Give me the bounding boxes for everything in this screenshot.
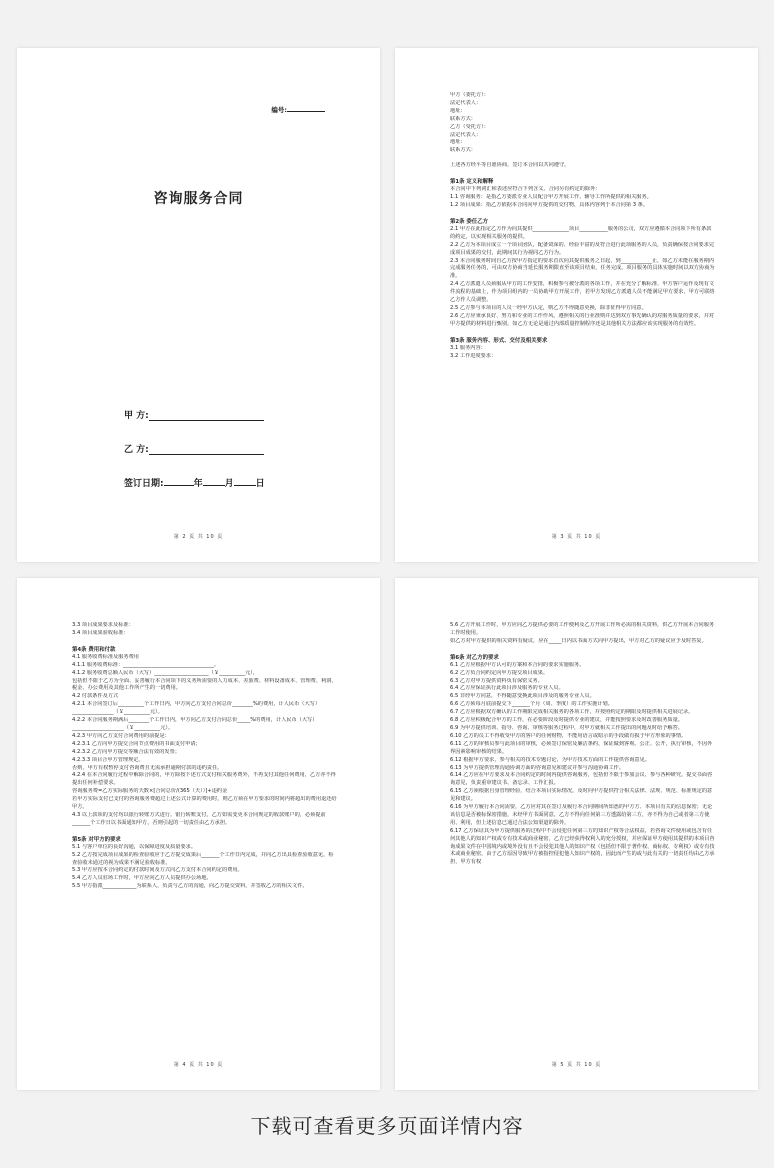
section-heading: 第1条 定义和解释 (450, 179, 494, 186)
contract-page-3 (17, 578, 380, 1090)
clause-line: 6.5 非经甲方同意，不得随意变换此项目涉及的服务专业人员。 (450, 693, 595, 700)
clause-line: 法定代表人： (450, 131, 482, 138)
clause-line: 2.5 乙方参与本项目的人员一经甲方认定，则乙方不得随意更换，除非征得甲方同意。 (450, 304, 647, 311)
clause-line: 5.4 乙方人员驻场工作时，甲方应向乙方人员提供办公场地。 (72, 875, 212, 882)
clause-line: 3.1 服务内容： (450, 344, 486, 351)
clause-line: 咨询服务费=乙方实际服务的天数×[合同总价/(365（天））]+违约金 (72, 788, 228, 795)
clause-paragraph: 2.1 甲方在此指定乙方作为向其提供______________项目___________服务的公司，双方应遵循本合同项下所有条款的约定，以实现相关服务的提供。 (450, 225, 712, 240)
clause-line: 1.1 咨询服务：是指乙方委派专业人员配合甲方开展工作，辅导工作所提供的相关服务。 (450, 194, 652, 201)
clause-line: 5.3 甲方应按本合同约定的付款时间及方式向乙方支付本合同约定的费用。 (72, 867, 243, 874)
page-body (450, 92, 716, 360)
clause-paragraph: 5.6 乙方开展工作时，甲方应向乙方提供必要的工作便利及乙方开展工作所必需的相关资料，供乙方开展本合同服务工作时使用。 (450, 622, 715, 636)
clause-line: 否则，甲方有权暂停支付咨询费且无需承担逾期付款的违约责任。 (72, 764, 223, 771)
clause-paragraph: 2.3 本合同服务时间自乙方按甲方指定的要求首次向其提供服务之日起，到____________止，如乙方未能在服务期内完成服务任务的，可由双方协商当延长服务期限直至该项目结束，任务完成。项目服务的具体实施时间以双方协商为准。 (450, 257, 715, 280)
section-heading: 第3条 服务内容、形式、交付及相关要求 (450, 337, 548, 344)
section-heading: 第4条 费用和付款 (72, 646, 116, 653)
clause-line: 3.3 项目成果要求及标准： (72, 622, 134, 628)
clause-line: 4.2 付款条件及方式 (72, 693, 119, 700)
clause-paragraph: 6.16 为甲方履行本合同需要，乙方应对其在签订及履行本合同期间所知悉的甲方方、本项目有关的信息保密；无论该信息是否被标保密措施，未经甲方书面同意，乙方不得向任何第三方透露给第三方，亦不得为自己或者第三方使用、利用，但上述信息已通过合法公知渠道的除外。 (450, 804, 713, 826)
clause-paragraph: 2.2 乙方为本项目成立一个项目团队，配备资深的、经验丰富的及符合进行此项服务的人员，负责确保按合同要求完成项目成果的交付，此期间其行为视同乙方行为。 (450, 241, 715, 256)
clause-paragraph: 5.2 乙方按完成项目成果的检查验收应于乙方提交成果后_______个工作日内完成，并向乙方出具检查验收意见，检查验收未通过的视为成果不满足验收标准。 (72, 851, 334, 866)
contract-number: 编号: (271, 105, 325, 114)
clause-line: 6.13 为甲方提供管理沟通协调方面的咨询意见和建议并参与沟通协调工作。 (450, 764, 625, 771)
clause-paragraph: 4.2.4 在本合同履行过程中解除合同的，甲方除按下述方式支付相关服务费外，不再支付其他任何费用，乙方亦不得提出任何补偿要求。 (72, 772, 336, 787)
clause-paragraph: 6.8 乙方应积极配合甲方的工作，在必要阶段及时提供专业的建议，并能按照要求及时改善服务质量。 (450, 717, 683, 724)
clause-line: 4.2.3.1 乙方向甲方提交合同节点费用的书面支付申请； (72, 740, 201, 747)
clause-line: 5.1 与客户单位的良好沟通，以保障进度及质量要求。 (72, 843, 197, 850)
page-footer: 第 5 页 共 10 页 (551, 1062, 602, 1068)
clause-paragraph: 2.6 乙方应秉承良好、努力和专业的工作作风，遵照相关的行业准则并达到双方事先确认的对服务质量的要求，并对甲方提供的材料进行甄别，如乙方无论是通过内部质量控制程序还是其他相关方法都应该实现服务的有效性。 (450, 312, 715, 327)
clause-line: 地址： (450, 139, 466, 146)
contract-page-cover (17, 48, 380, 562)
clause-line: 上述各方经平等自愿协商，签订本合同以共同遵守。 (450, 162, 570, 169)
sign-date-field: 签订日期: 年 月 日 (124, 479, 265, 489)
clause-paragraph: 2.4 乙方派遣人员须服从甲方的工作安排，积极参与被分派的各项工作，并在充分了解标准、甲方客户运作及现有文件流程的基础上，作为项目组内的一员协助甲方开展工作，若甲方发现乙方派遣人员不能满足甲方要求，甲方可联络乙方作人员调整。 (450, 281, 715, 304)
clause-line: 4.2.3.3 项目合甲方管理规定。 (72, 756, 144, 763)
clause-paragraph: 4.2.2 本合同服务期满后________个工作日内，甲方向乙方支付合同总价_____%的费用，计人民币（大写）____________________（￥__________元）。 (72, 717, 318, 731)
clause-paragraph: 6.17 乙方保证其为甲方提供服务的过程中不会侵犯任何第三方的知识产权等合法权益，若咨询文件使用或包含有任何其他人的知识产权或专有技术或商业秘密，乙方已经获得权利人的充分授权，并应保证甲方使用其提供的本项目咨询成果文件在中国境内或境外没有且不会侵犯其他人的知识产权（包括但不限于著作权、商标权、专利权）或专有技术或商业秘密，由于乙方原因导致甲方被指控侵犯他人知识产权的，因此而产生的或与此有关的一切责任均由乙方承担，甲方有权 (450, 827, 715, 866)
clause-line: 3.2 工作进度要求： (450, 352, 497, 359)
clause-line: 4.2.3 甲方向乙方支付合同费用的前提是： (72, 732, 170, 739)
clause-line: 4.1.2 服务收费总额人民币（大写）_____________________（￥__________元）， (72, 669, 259, 676)
clause-paragraph: 6.7 乙方应根据双方确认的工作期限完成相关服务的各项工作，并按照约定的期限及时提供相关进展记录。 (450, 709, 694, 716)
clause-line: 乙方（受托方）： (450, 123, 489, 130)
clause-line: 联系方式： (450, 115, 476, 122)
clause-line: 6.12 根据甲方要求，参与相关的技术专题讨论，为甲方技术方面的工作提供咨询意见。 (450, 756, 650, 763)
clause-line: 地址： (450, 107, 466, 114)
section-heading: 第6条 对乙方的要求 (450, 654, 499, 661)
clause-line: 6.4 乙方应保证执行此项目涉及服务的专业人员。 (450, 685, 564, 692)
page-body (72, 622, 338, 891)
clause-line: 3.4 项目成果验收标准： (72, 629, 129, 636)
clause-line: 6.3 乙方对甲方提供资料负有保密义务。 (450, 677, 543, 684)
page-footer: 第 3 页 共 10 页 (551, 534, 602, 540)
clause-paragraph: 5.5 甲方指派_____________为联系人，负责与乙方的沟通，向乙方提交资料，并签收乙方的相关文件。 (72, 883, 308, 890)
section-heading: 第2条 委任乙方 (450, 218, 488, 225)
clause-paragraph: 包括但不限于乙方为全面、妥善履行本合同项下的义务所需要的人力成本、差旅费、材料设备成本、管理费、利润、税金、办公费用及其他工作所产生的一切费用。 (72, 677, 337, 692)
contract-title: 咨询服务合同 (153, 191, 244, 207)
clause-paragraph: 4.2.1 本合同签订后__________个工作日内，甲方向乙方支付合同总价________%的费用，计人民币（大写）________________（￥__________元）。 (72, 701, 321, 716)
page-body (450, 622, 716, 867)
spacer (450, 155, 716, 162)
party-a-field: 甲 方: (124, 408, 264, 421)
clause-paragraph: 若甲方实际支付已支付的咨询服务费超过上述公式计算的费用时，则乙方须在甲方要求的时间内将超出的费用退还给甲方。 (72, 796, 337, 811)
clause-paragraph: 6.10 乙方的员工不得收受甲方的客户的任何财物，不能用语言或暗示的手段做有损于甲方形象的事情。 (450, 732, 687, 739)
clause-line: 4.2.3.2 乙方向甲方提交等额合法有效的发票； (72, 748, 180, 755)
clause-line: 4.1.1 服务收费标准：___________________________________。 (72, 661, 220, 668)
page-footer: 第 2 页 共 10 页 (173, 534, 224, 540)
section-heading: 第5条 对甲方的要求 (72, 836, 121, 843)
clause-line: 法定代表人： (450, 99, 482, 106)
clause-line: 6.1 乙方应根据甲方认可的方案和本合同的要求实施服务。 (450, 661, 585, 668)
clause-line: 6.2 乙方负合同约定向甲方提交项目成果。 (450, 669, 549, 676)
contract-page-4 (395, 578, 758, 1090)
party-b-field: 乙 方: (124, 442, 264, 455)
clause-line: 联系方式： (450, 147, 476, 154)
clause-line: 1.2 项目成果：指乙方依据本合同向甲方提供的交付物，具体内容列于本合同第 3 条。 (450, 201, 649, 208)
clause-line: 4.1 服务收费标准及服务费用 (72, 653, 139, 660)
download-more-caption[interactable]: 下载可查看更多页面详情内容 (250, 1114, 524, 1138)
clause-paragraph: 6.14 乙方应在甲方要求及本合同约定的时间内提供咨询服务，包括但不限于参加会议、参与各种研究，提交书面咨询意见，负责重审建议书、备忘录、工作汇报。 (450, 772, 713, 787)
clause-paragraph: 6.9 为甲方提供培训、指导、咨询、审核等服务过程中，对甲方就相关工作提出的问题及时给予解答。 (450, 724, 683, 731)
clause-paragraph: 6.11 乙方的审核员参与此项目的审核，必须签订保密及廉洁条约，保证做到客观、公正、公开，执行审核，不因外界因素影响审核的结果。 (450, 740, 713, 755)
clause-line: 6.6 乙方须每月底前提交下_______个月（周、季度）的工作实施计划。 (450, 701, 613, 708)
clause-paragraph: 6.15 乙方须根据自身管理经验，结合本项目实际情况，及时向甲方提供符合相关法律、法规、规范、标准规定的意见和建议。 (450, 788, 713, 803)
page-footer: 第 4 页 共 10 页 (173, 1062, 224, 1068)
clause-line: 本合同中下列词汇和表述应符合下列含义，合同另有约定的除外： (450, 186, 601, 193)
clause-paragraph: 4.3 以上款项的支付均以银行转账方式进行。银行转账支付，乙方如需变更本合同规定的收款账户的，必须提前_______个工作日以书面通知甲方，否则引起的一切责任由乙方承担。 (72, 811, 326, 826)
clause-line: 甲方（委托方）： (450, 92, 489, 98)
clause-paragraph: 如乙方对甲方提供的相关资料有疑议，应在_____日内以书面方式向甲方提出，甲方对乙方的疑议应予及时答复。 (450, 637, 707, 644)
contract-page-2 (395, 48, 758, 562)
